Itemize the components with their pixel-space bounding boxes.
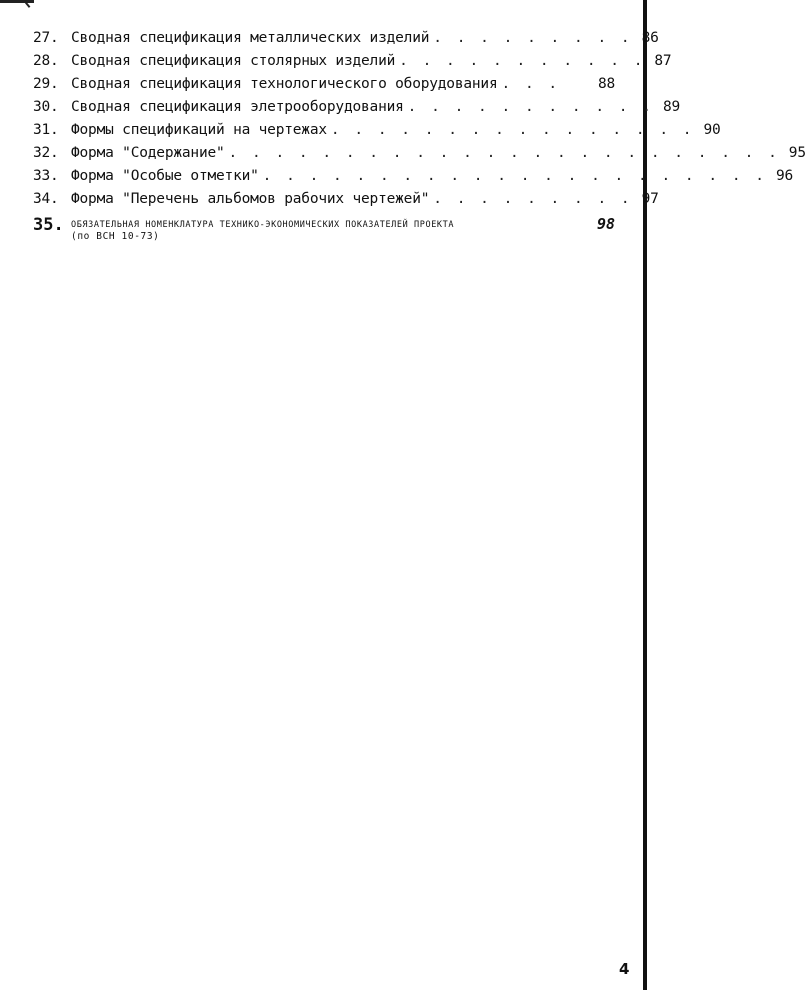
toc-entry-page: 87: [654, 53, 672, 69]
toc-entry-32[interactable]: [33, 145, 806, 168]
table-of-contents: [33, 30, 806, 243]
toc-entry-page: 89: [662, 99, 680, 115]
toc-entry-33[interactable]: [33, 168, 794, 191]
toc-entry-31[interactable]: [33, 122, 721, 145]
toc-leader-dots: . . . . . . . . . . . . . . . . . . . . . . . .: [228, 145, 780, 161]
toc-entry-29[interactable]: [33, 76, 615, 99]
toc-entry-page: 95: [788, 145, 806, 161]
toc-entry-number: 35.: [33, 215, 64, 235]
toc-entry-page: 90: [703, 122, 721, 138]
toc-leader-dots: . . . . . . . . .: [433, 30, 633, 46]
toc-entry-number: 31.: [33, 122, 59, 138]
toc-leader-dots: . . .: [501, 76, 561, 92]
toc-leader-dots: . . . . . . . . . . .: [407, 99, 654, 115]
toc-leader-dots: . . . . . . . . . . . . . . . . . . . . . .: [262, 168, 768, 184]
toc-leader-dots: . . . . . . . . . . .: [399, 53, 646, 69]
toc-entry-page: 98: [596, 215, 615, 233]
toc-entry-number: 34.: [33, 191, 59, 207]
toc-entry-35[interactable]: [33, 215, 615, 243]
toc-entry-title: Форма "Перечень альбомов рабочих чертежей": [71, 191, 430, 207]
toc-entry-title: Формы спецификаций на чертежах: [71, 122, 327, 138]
toc-entry-title: Форма "Содержание": [71, 145, 225, 161]
toc-entry-number: 33.: [33, 168, 59, 184]
toc-entry-title-handwritten: [71, 215, 593, 243]
toc-entry-number: 27.: [33, 30, 59, 46]
toc-entry-number: 29.: [33, 76, 59, 92]
toc-entry-page: 97: [641, 191, 659, 207]
toc-entry-title: Сводная спецификация металлических изделий: [71, 30, 430, 46]
toc-entry-title-line1: ОБЯЗАТЕЛЬНАЯ НОМЕНКЛАТУРА ТЕХНИКО-ЭКОНОМИЧЕСКИХ ПОКАЗАТЕЛЕЙ ПРОЕКТА: [71, 220, 455, 230]
toc-entry-page: 88: [597, 76, 615, 92]
toc-entry-title-line2: (по ВСН 10-73): [71, 231, 160, 242]
toc-entry-number: 32.: [33, 145, 59, 161]
toc-entry-title: Форма "Особые отметки": [71, 168, 259, 184]
page-number: 4: [619, 960, 630, 978]
scan-corner-tick: [25, 0, 35, 8]
toc-entry-34[interactable]: [33, 191, 659, 214]
toc-entry-title: Сводная спецификация элетрооборудования: [71, 99, 404, 115]
toc-leader-dots: . . . . . . . . .: [433, 191, 633, 207]
toc-entry-28[interactable]: [33, 53, 672, 76]
toc-entry-page: 96: [775, 168, 794, 184]
toc-leader-dots: . . . . . . . . . . . . . . . .: [330, 122, 695, 138]
toc-entry-number: 28.: [33, 53, 59, 69]
toc-entry-number: 30.: [33, 99, 59, 115]
toc-entry-title: Сводная спецификация технологического оборудования: [71, 76, 498, 92]
toc-entry-30[interactable]: [33, 99, 680, 122]
toc-entry-27[interactable]: [33, 30, 659, 53]
toc-entry-title: Сводная спецификация столярных изделий: [71, 53, 396, 69]
toc-entry-page: 86: [641, 30, 659, 46]
